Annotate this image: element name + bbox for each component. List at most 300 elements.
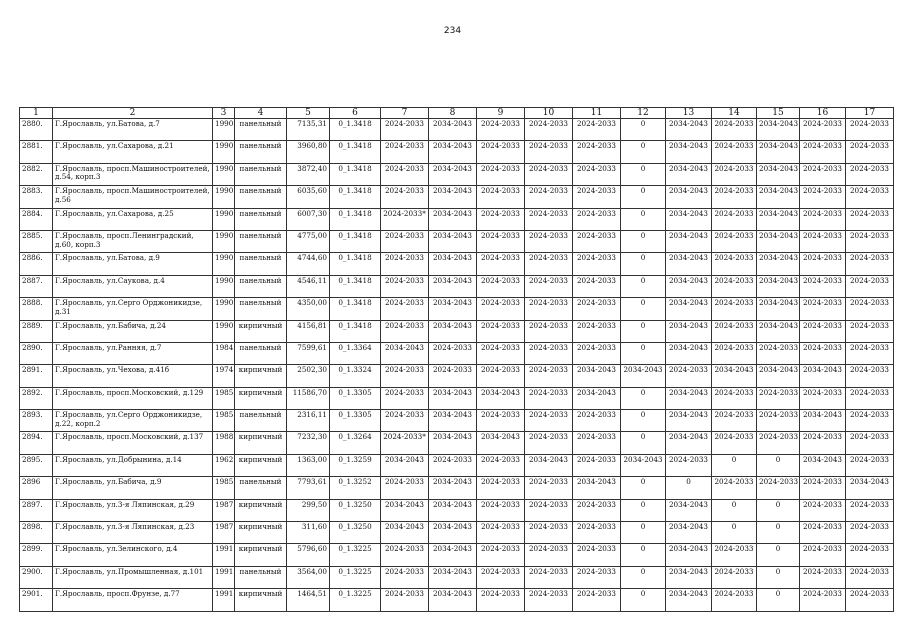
cell-coefficient: 0_1.3418 <box>330 275 381 297</box>
cell-period-15: 2034-2043 <box>757 365 800 387</box>
cell-period-14: 2024-2033 <box>712 119 757 141</box>
cell-period-10: 2024-2033 <box>525 141 573 163</box>
cell-period-10: 2024-2033 <box>525 342 573 364</box>
cell-period-12: 0 <box>621 499 666 521</box>
cell-period-10: 2034-2043 <box>525 454 573 476</box>
cell-period-12: 0 <box>621 186 666 208</box>
cell-coefficient: 0_1.3259 <box>330 454 381 476</box>
table-row <box>20 544 894 566</box>
cell-period-13: 2034-2043 <box>666 387 712 409</box>
column-header-2: 2 <box>53 108 213 119</box>
cell-row-number: 2891. <box>20 365 53 387</box>
cell-wall-material: панельный <box>235 410 287 432</box>
cell-period-9: 2024-2033 <box>477 522 525 544</box>
table-row <box>20 186 894 208</box>
cell-period-16: 2024-2033 <box>800 320 846 342</box>
cell-period-12: 2034-2043 <box>621 365 666 387</box>
cell-period-13: 2034-2043 <box>666 544 712 566</box>
cell-period-15: 0 <box>757 566 800 588</box>
cell-period-11: 2024-2033 <box>573 253 621 275</box>
cell-period-12: 0 <box>621 477 666 499</box>
cell-period-14: 0 <box>712 499 757 521</box>
cell-coefficient: 0_1.3305 <box>330 410 381 432</box>
table-row <box>20 342 894 364</box>
cell-coefficient: 0_1.3324 <box>330 365 381 387</box>
cell-period-14: 0 <box>712 454 757 476</box>
cell-build-year: 1990 <box>213 253 235 275</box>
cell-build-year: 1991 <box>213 566 235 588</box>
cell-period-11: 2024-2033 <box>573 208 621 230</box>
cell-period-12: 0 <box>621 432 666 454</box>
cell-period-10: 2024-2033 <box>525 253 573 275</box>
cell-period-7: 2024-2033 <box>381 275 429 297</box>
cell-row-number: 2895. <box>20 454 53 476</box>
cell-address: Г.Ярославль, ул.Сахарова, д.25 <box>53 208 213 230</box>
cell-coefficient: 0_1.3418 <box>330 186 381 208</box>
cell-period-15: 0 <box>757 522 800 544</box>
cell-period-16: 2024-2033 <box>800 119 846 141</box>
cell-period-11: 2024-2033 <box>573 410 621 432</box>
cell-build-year: 1991 <box>213 589 235 611</box>
cell-coefficient: 0_1.3418 <box>330 141 381 163</box>
cell-period-13: 2034-2043 <box>666 141 712 163</box>
cell-period-13: 2034-2043 <box>666 275 712 297</box>
cell-period-15: 2034-2043 <box>757 141 800 163</box>
cell-period-9: 2024-2033 <box>477 454 525 476</box>
cell-period-15: 2034-2043 <box>757 275 800 297</box>
cell-period-14: 2024-2033 <box>712 477 757 499</box>
cell-period-13: 2034-2043 <box>666 566 712 588</box>
cell-total-area: 299,50 <box>287 499 330 521</box>
cell-period-14: 2034-2043 <box>712 365 757 387</box>
cell-wall-material: панельный <box>235 208 287 230</box>
cell-build-year: 1990 <box>213 141 235 163</box>
cell-row-number: 2882. <box>20 163 53 185</box>
cell-period-13: 0 <box>666 477 712 499</box>
cell-period-16: 2034-2043 <box>800 365 846 387</box>
housing-repair-schedule-table <box>19 107 894 612</box>
cell-period-11: 2024-2033 <box>573 186 621 208</box>
cell-wall-material: кирпичный <box>235 544 287 566</box>
cell-period-13: 2034-2043 <box>666 253 712 275</box>
cell-period-11: 2034-2043 <box>573 365 621 387</box>
cell-wall-material: панельный <box>235 230 287 252</box>
cell-period-17: 2024-2033 <box>846 163 894 185</box>
cell-period-7: 2024-2033 <box>381 163 429 185</box>
cell-period-7: 2024-2033 <box>381 320 429 342</box>
cell-build-year: 1985 <box>213 477 235 499</box>
cell-build-year: 1990 <box>213 186 235 208</box>
cell-period-16: 2024-2033 <box>800 186 846 208</box>
cell-period-15: 2024-2033 <box>757 432 800 454</box>
cell-total-area: 4546,11 <box>287 275 330 297</box>
cell-period-9: 2024-2033 <box>477 253 525 275</box>
cell-period-14: 2024-2033 <box>712 320 757 342</box>
cell-total-area: 6007,30 <box>287 208 330 230</box>
cell-period-14: 2024-2033 <box>712 275 757 297</box>
cell-period-13: 2034-2043 <box>666 432 712 454</box>
cell-period-7: 2024-2033 <box>381 544 429 566</box>
cell-period-15: 2024-2033 <box>757 410 800 432</box>
page-number: 234 <box>443 26 462 36</box>
cell-period-10: 2024-2033 <box>525 522 573 544</box>
cell-period-9: 2024-2033 <box>477 365 525 387</box>
table-row <box>20 387 894 409</box>
cell-period-16: 2024-2033 <box>800 298 846 320</box>
cell-period-16: 2024-2033 <box>800 566 846 588</box>
cell-address: Г.Ярославль, просп.Московский, д.129 <box>53 387 213 409</box>
cell-period-15: 2024-2033 <box>757 477 800 499</box>
cell-period-12: 0 <box>621 230 666 252</box>
cell-total-area: 11586,70 <box>287 387 330 409</box>
cell-period-11: 2024-2033 <box>573 589 621 611</box>
cell-period-12: 0 <box>621 522 666 544</box>
cell-period-15: 2034-2043 <box>757 253 800 275</box>
cell-period-17: 2024-2033 <box>846 499 894 521</box>
cell-period-14: 2024-2033 <box>712 253 757 275</box>
cell-period-11: 2024-2033 <box>573 566 621 588</box>
cell-period-8: 2034-2043 <box>429 275 477 297</box>
cell-coefficient: 0_1.3418 <box>330 230 381 252</box>
cell-address: Г.Ярославль, ул.Бабича, д.24 <box>53 320 213 342</box>
cell-period-15: 2034-2043 <box>757 208 800 230</box>
cell-total-area: 4350,00 <box>287 298 330 320</box>
table-row <box>20 566 894 588</box>
cell-period-12: 0 <box>621 410 666 432</box>
cell-period-11: 2024-2033 <box>573 141 621 163</box>
cell-wall-material: кирпичный <box>235 432 287 454</box>
cell-period-14: 2024-2033 <box>712 410 757 432</box>
cell-period-11: 2024-2033 <box>573 163 621 185</box>
cell-total-area: 7232,30 <box>287 432 330 454</box>
cell-row-number: 2883. <box>20 186 53 208</box>
cell-period-9: 2024-2033 <box>477 499 525 521</box>
cell-address: Г.Ярославль, ул.Серго Орджоникидзе, д.22, корп.2 <box>53 410 213 432</box>
cell-build-year: 1962 <box>213 454 235 476</box>
column-header-12: 12 <box>621 108 666 119</box>
cell-period-14: 0 <box>712 522 757 544</box>
cell-wall-material: панельный <box>235 163 287 185</box>
cell-total-area: 4775,00 <box>287 230 330 252</box>
cell-period-16: 2024-2033 <box>800 230 846 252</box>
cell-row-number: 2890. <box>20 342 53 364</box>
cell-period-17: 2024-2033 <box>846 208 894 230</box>
cell-build-year: 1990 <box>213 298 235 320</box>
cell-period-11: 2024-2033 <box>573 544 621 566</box>
column-number-header-row <box>20 108 894 119</box>
cell-period-11: 2024-2033 <box>573 119 621 141</box>
cell-wall-material: панельный <box>235 186 287 208</box>
cell-period-9: 2024-2033 <box>477 566 525 588</box>
cell-period-8: 2034-2043 <box>429 410 477 432</box>
cell-period-7: 2024-2033 <box>381 566 429 588</box>
column-header-4: 4 <box>235 108 287 119</box>
cell-coefficient: 0_1.3418 <box>330 119 381 141</box>
cell-build-year: 1990 <box>213 230 235 252</box>
cell-period-13: 2034-2043 <box>666 230 712 252</box>
table-row <box>20 208 894 230</box>
cell-period-16: 2024-2033 <box>800 589 846 611</box>
cell-build-year: 1987 <box>213 499 235 521</box>
cell-period-16: 2024-2033 <box>800 342 846 364</box>
cell-row-number: 2886. <box>20 253 53 275</box>
cell-period-8: 2034-2043 <box>429 186 477 208</box>
table-row <box>20 522 894 544</box>
cell-coefficient: 0_1.3250 <box>330 522 381 544</box>
cell-period-8: 2034-2043 <box>429 566 477 588</box>
cell-period-12: 0 <box>621 320 666 342</box>
cell-period-16: 2024-2033 <box>800 477 846 499</box>
cell-period-7: 2024-2033 <box>381 119 429 141</box>
cell-period-17: 2024-2033 <box>846 320 894 342</box>
cell-coefficient: 0_1.3252 <box>330 477 381 499</box>
cell-period-13: 2034-2043 <box>666 589 712 611</box>
cell-period-8: 2034-2043 <box>429 387 477 409</box>
cell-total-area: 6035,60 <box>287 186 330 208</box>
cell-period-9: 2024-2033 <box>477 320 525 342</box>
cell-period-16: 2024-2033 <box>800 141 846 163</box>
cell-build-year: 1974 <box>213 365 235 387</box>
cell-build-year: 1987 <box>213 522 235 544</box>
cell-period-9: 2024-2033 <box>477 208 525 230</box>
cell-period-12: 0 <box>621 163 666 185</box>
cell-period-15: 0 <box>757 454 800 476</box>
cell-period-9: 2024-2033 <box>477 342 525 364</box>
cell-period-17: 2024-2033 <box>846 387 894 409</box>
cell-period-10: 2024-2033 <box>525 544 573 566</box>
cell-period-15: 0 <box>757 499 800 521</box>
column-header-17: 17 <box>846 108 894 119</box>
cell-build-year: 1990 <box>213 275 235 297</box>
cell-period-8: 2034-2043 <box>429 208 477 230</box>
cell-period-12: 2034-2043 <box>621 454 666 476</box>
cell-period-9: 2034-2043 <box>477 432 525 454</box>
table-row <box>20 499 894 521</box>
cell-period-13: 2034-2043 <box>666 410 712 432</box>
cell-period-17: 2034-2043 <box>846 477 894 499</box>
cell-period-10: 2024-2033 <box>525 589 573 611</box>
cell-period-9: 2024-2033 <box>477 298 525 320</box>
cell-wall-material: кирпичный <box>235 454 287 476</box>
cell-wall-material: панельный <box>235 298 287 320</box>
cell-build-year: 1985 <box>213 410 235 432</box>
table-row <box>20 163 894 185</box>
cell-period-17: 2024-2033 <box>846 522 894 544</box>
cell-coefficient: 0_1.3225 <box>330 544 381 566</box>
cell-coefficient: 0_1.3418 <box>330 298 381 320</box>
cell-build-year: 1990 <box>213 163 235 185</box>
cell-period-16: 2024-2033 <box>800 208 846 230</box>
cell-period-10: 2024-2033 <box>525 119 573 141</box>
cell-period-13: 2034-2043 <box>666 522 712 544</box>
table-row <box>20 454 894 476</box>
cell-period-9: 2024-2033 <box>477 186 525 208</box>
cell-period-11: 2024-2033 <box>573 320 621 342</box>
cell-period-12: 0 <box>621 119 666 141</box>
cell-address: Г.Ярославль, ул.Ранняя, д.7 <box>53 342 213 364</box>
cell-period-16: 2024-2033 <box>800 387 846 409</box>
table-row <box>20 477 894 499</box>
cell-period-9: 2024-2033 <box>477 410 525 432</box>
cell-period-8: 2034-2043 <box>429 163 477 185</box>
column-header-16: 16 <box>800 108 846 119</box>
cell-period-13: 2034-2043 <box>666 119 712 141</box>
cell-period-7: 2024-2033 <box>381 141 429 163</box>
cell-period-14: 2024-2033 <box>712 589 757 611</box>
cell-period-14: 2024-2033 <box>712 163 757 185</box>
cell-period-14: 2024-2033 <box>712 298 757 320</box>
cell-period-12: 0 <box>621 275 666 297</box>
cell-total-area: 1464,51 <box>287 589 330 611</box>
column-header-15: 15 <box>757 108 800 119</box>
cell-period-10: 2024-2033 <box>525 365 573 387</box>
table-row <box>20 410 894 432</box>
cell-period-8: 2024-2033 <box>429 454 477 476</box>
cell-row-number: 2884. <box>20 208 53 230</box>
cell-row-number: 2899. <box>20 544 53 566</box>
cell-period-13: 2034-2043 <box>666 342 712 364</box>
column-header-5: 5 <box>287 108 330 119</box>
cell-period-7: 2024-2033 <box>381 230 429 252</box>
cell-period-17: 2024-2033 <box>846 298 894 320</box>
cell-period-13: 2034-2043 <box>666 499 712 521</box>
table-row <box>20 253 894 275</box>
cell-period-15: 2034-2043 <box>757 230 800 252</box>
cell-row-number: 2881. <box>20 141 53 163</box>
cell-period-10: 2024-2033 <box>525 298 573 320</box>
cell-row-number: 2901. <box>20 589 53 611</box>
cell-coefficient: 0_1.3418 <box>330 208 381 230</box>
cell-period-8: 2034-2043 <box>429 298 477 320</box>
cell-period-8: 2024-2033 <box>429 365 477 387</box>
cell-period-16: 2024-2033 <box>800 163 846 185</box>
cell-period-7: 2024-2033 <box>381 365 429 387</box>
cell-address: Г.Ярославль, ул.Батова, д.9 <box>53 253 213 275</box>
cell-period-12: 0 <box>621 589 666 611</box>
cell-address: Г.Ярославль, ул.Промышленная, д.101 <box>53 566 213 588</box>
cell-address: Г.Ярославль, просп.Московский, д.137 <box>53 432 213 454</box>
cell-period-10: 2024-2033 <box>525 320 573 342</box>
cell-total-area: 7135,31 <box>287 119 330 141</box>
cell-coefficient: 0_1.3225 <box>330 589 381 611</box>
cell-period-17: 2024-2033 <box>846 432 894 454</box>
cell-period-11: 2024-2033 <box>573 454 621 476</box>
cell-period-9: 2034-2043 <box>477 387 525 409</box>
cell-period-15: 0 <box>757 544 800 566</box>
cell-total-area: 2316,11 <box>287 410 330 432</box>
cell-build-year: 1984 <box>213 342 235 364</box>
cell-period-7: 2024-2033 <box>381 186 429 208</box>
cell-period-10: 2024-2033 <box>525 230 573 252</box>
cell-period-8: 2034-2043 <box>429 230 477 252</box>
cell-period-8: 2034-2043 <box>429 119 477 141</box>
cell-period-7: 2024-2033 <box>381 589 429 611</box>
cell-coefficient: 0_1.3364 <box>330 342 381 364</box>
cell-period-13: 2034-2043 <box>666 163 712 185</box>
cell-period-7: 2024-2033 <box>381 253 429 275</box>
table-row <box>20 432 894 454</box>
column-header-3: 3 <box>213 108 235 119</box>
cell-build-year: 1991 <box>213 544 235 566</box>
cell-period-14: 2024-2033 <box>712 566 757 588</box>
cell-period-14: 2024-2033 <box>712 387 757 409</box>
cell-address: Г.Ярославль, ул.Зелинского, д.4 <box>53 544 213 566</box>
cell-period-15: 2034-2043 <box>757 320 800 342</box>
cell-period-16: 2034-2043 <box>800 410 846 432</box>
cell-period-7: 2034-2043 <box>381 522 429 544</box>
cell-build-year: 1988 <box>213 432 235 454</box>
cell-address: Г.Ярославль, ул.Батова, д.7 <box>53 119 213 141</box>
cell-period-14: 2024-2033 <box>712 186 757 208</box>
cell-period-8: 2034-2043 <box>429 141 477 163</box>
cell-period-16: 2024-2033 <box>800 253 846 275</box>
cell-period-15: 0 <box>757 589 800 611</box>
cell-coefficient: 0_1.3418 <box>330 163 381 185</box>
cell-period-12: 0 <box>621 566 666 588</box>
cell-period-7: 2024-2033 <box>381 410 429 432</box>
cell-period-11: 2024-2033 <box>573 522 621 544</box>
cell-address: Г.Ярославль, ул.Серго Орджоникидзе, д.31 <box>53 298 213 320</box>
cell-period-16: 2024-2033 <box>800 432 846 454</box>
column-header-11: 11 <box>573 108 621 119</box>
cell-address: Г.Ярославль, просп.Ленинградский, д.60, корп.3 <box>53 230 213 252</box>
cell-wall-material: кирпичный <box>235 365 287 387</box>
cell-period-15: 2024-2033 <box>757 387 800 409</box>
cell-coefficient: 0_1.3418 <box>330 253 381 275</box>
cell-period-11: 2024-2033 <box>573 275 621 297</box>
cell-period-14: 2024-2033 <box>712 230 757 252</box>
column-header-9: 9 <box>477 108 525 119</box>
cell-period-16: 2024-2033 <box>800 499 846 521</box>
cell-period-10: 2024-2033 <box>525 208 573 230</box>
cell-period-7: 2024-2033 <box>381 298 429 320</box>
cell-wall-material: кирпичный <box>235 499 287 521</box>
cell-address: Г.Ярославль, просп.Фрунзе, д.77 <box>53 589 213 611</box>
cell-period-12: 0 <box>621 298 666 320</box>
cell-wall-material: кирпичный <box>235 522 287 544</box>
cell-address: Г.Ярославль, ул.3-я Ляпинская, д.29 <box>53 499 213 521</box>
table-row <box>20 119 894 141</box>
cell-build-year: 1985 <box>213 387 235 409</box>
cell-period-8: 2034-2043 <box>429 544 477 566</box>
cell-build-year: 1990 <box>213 208 235 230</box>
cell-period-8: 2024-2033 <box>429 342 477 364</box>
cell-period-9: 2024-2033 <box>477 544 525 566</box>
column-header-13: 13 <box>666 108 712 119</box>
cell-wall-material: панельный <box>235 477 287 499</box>
table-row <box>20 298 894 320</box>
cell-build-year: 1990 <box>213 320 235 342</box>
cell-period-7: 2034-2043 <box>381 454 429 476</box>
cell-total-area: 7599,61 <box>287 342 330 364</box>
cell-period-16: 2034-2043 <box>800 454 846 476</box>
cell-period-17: 2024-2033 <box>846 275 894 297</box>
cell-period-17: 2024-2033 <box>846 230 894 252</box>
cell-period-11: 2034-2043 <box>573 387 621 409</box>
cell-period-10: 2024-2033 <box>525 186 573 208</box>
cell-total-area: 4744,60 <box>287 253 330 275</box>
cell-address: Г.Ярославль, ул.Чехова, д.41б <box>53 365 213 387</box>
cell-wall-material: кирпичный <box>235 320 287 342</box>
column-header-1: 1 <box>20 108 53 119</box>
cell-address: Г.Ярославль, ул.Добрынина, д.14 <box>53 454 213 476</box>
cell-period-8: 2034-2043 <box>429 253 477 275</box>
cell-period-14: 2024-2033 <box>712 342 757 364</box>
cell-period-9: 2024-2033 <box>477 141 525 163</box>
cell-row-number: 2894. <box>20 432 53 454</box>
cell-coefficient: 0_1.3305 <box>330 387 381 409</box>
cell-period-15: 2024-2033 <box>757 342 800 364</box>
